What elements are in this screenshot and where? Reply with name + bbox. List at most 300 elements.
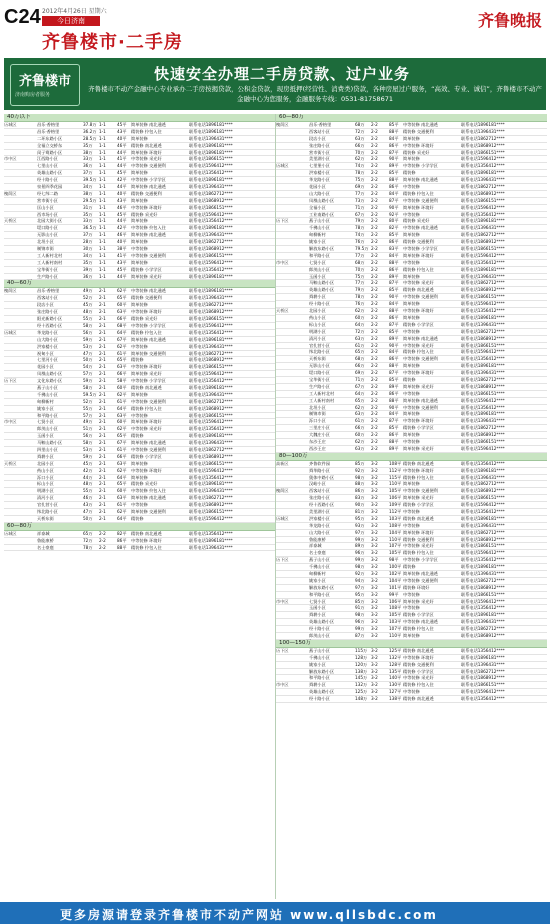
listing-community: 西客站小区	[309, 488, 330, 494]
listing-price: 50万	[83, 515, 93, 521]
listing-contact: 联系电话1356412****	[461, 647, 505, 653]
listing-price: 132万	[355, 682, 368, 688]
listing-price: 69万	[355, 370, 365, 376]
listing-description: 精装修 南北通透	[131, 530, 162, 536]
listing-layout: 2-1	[99, 329, 106, 335]
listing-layout: 2-2	[371, 404, 378, 410]
listing-district: 槐荫区	[276, 488, 289, 494]
listing-community: 七里山小区	[37, 163, 58, 169]
listing-description: 精装修 小学学区	[403, 668, 434, 674]
listing-row	[276, 516, 547, 523]
listing-price: 62万	[355, 308, 365, 314]
listing-layout: 1-1	[99, 170, 106, 176]
listing-row	[4, 495, 275, 502]
listing-description: 精装修 南北通透	[403, 287, 434, 293]
listing-layout: 2-2	[371, 184, 378, 190]
listing-layout: 3-2	[371, 619, 378, 625]
listing-community: 解放东路小区	[309, 584, 335, 590]
listing-contact: 联系电话1396431****	[189, 391, 233, 397]
listing-district	[276, 363, 309, 369]
listing-description: 简单装修	[131, 135, 148, 141]
listing-price: 34万	[83, 184, 93, 190]
listing-district	[4, 481, 37, 487]
listing-price: 34万	[83, 252, 93, 258]
listing-row	[276, 370, 547, 377]
listing-contact: 联系电话1596412****	[461, 502, 505, 508]
listing-district	[276, 232, 309, 238]
listing-layout: 1-1	[99, 163, 106, 169]
listing-area: 83平	[389, 246, 399, 252]
listing-area: 87平	[389, 321, 399, 327]
listing-area: 109平	[389, 502, 402, 508]
listing-row	[276, 675, 547, 682]
listing-community: 舜耕小区	[309, 682, 326, 688]
listing-price: 88万	[355, 481, 365, 487]
listing-description: 精装修 拎包入住	[131, 329, 162, 335]
listing-row	[4, 191, 275, 198]
listing-area: 44平	[117, 184, 127, 190]
listing-community: 纬北路小区	[37, 508, 58, 514]
listing-price: 68万	[355, 122, 365, 127]
listing-community: 清河小区	[309, 335, 326, 341]
listing-contact: 联系电话1896181****	[189, 177, 233, 183]
listing-district: 历城区	[4, 122, 17, 127]
listing-row	[4, 295, 275, 302]
listing-price: 38万	[83, 149, 93, 155]
listing-price: 85万	[355, 598, 365, 604]
price-group-header: 40万以下	[4, 114, 275, 122]
listing-area: 86平	[389, 239, 399, 245]
listing-area: 87平	[389, 197, 399, 203]
listing-layout: 2-1	[99, 302, 106, 308]
listing-district	[4, 488, 37, 494]
listing-district	[4, 538, 37, 544]
listing-layout: 2-2	[371, 314, 378, 320]
listing-price: 51万	[83, 426, 93, 432]
listing-row	[276, 377, 547, 384]
listing-community: 齐鲁软件园	[309, 460, 330, 466]
listing-district	[4, 495, 37, 501]
listing-price: 78万	[355, 170, 365, 176]
listing-row	[4, 150, 275, 157]
listing-layout: 2-2	[371, 432, 378, 438]
listing-price: 65万	[355, 397, 365, 403]
listing-row	[4, 337, 275, 344]
listing-row	[276, 232, 547, 239]
listing-row	[4, 143, 275, 150]
listing-row	[276, 329, 547, 336]
listing-area: 64平	[117, 329, 127, 335]
listing-price: 98万	[355, 612, 365, 618]
listing-layout: 3-2	[371, 488, 378, 494]
listing-community: 经十路小区	[309, 301, 330, 307]
listing-area: 44平	[117, 163, 127, 169]
listing-community: 玉函小区	[309, 273, 326, 279]
listing-area: 65平	[117, 433, 127, 439]
listing-district	[4, 364, 37, 370]
listing-district	[276, 315, 309, 321]
listing-district	[4, 509, 37, 515]
listing-row	[276, 578, 547, 585]
listing-area: 130平	[389, 682, 402, 688]
listing-area: 41平	[117, 156, 127, 162]
listing-description: 中等装修 交通便利	[403, 356, 438, 362]
listing-area: 43平	[117, 128, 127, 134]
listing-price: 37万	[83, 232, 93, 238]
listing-district	[276, 669, 309, 675]
listing-district	[276, 655, 309, 661]
listing-row	[276, 274, 547, 281]
listing-community: 全福立交桥东	[37, 142, 63, 148]
listing-area: 62平	[117, 467, 127, 473]
listing-area: 40平	[117, 239, 127, 245]
listing-row	[4, 316, 275, 323]
listing-layout: 2-2	[371, 445, 378, 451]
listing-community: 燕子山小区	[309, 218, 330, 224]
price-group-header: 100—150万	[276, 640, 547, 648]
listing-area: 64平	[117, 474, 127, 480]
listing-price: 67万	[355, 211, 365, 217]
listing-area: 110平	[389, 536, 402, 542]
listing-layout: 3-2	[371, 557, 378, 563]
listing-row	[4, 253, 275, 260]
listing-community: 和平路小区	[309, 252, 330, 258]
listing-contact: 联系电话1396431****	[461, 474, 505, 480]
listing-layout: 2-2	[371, 204, 378, 210]
listing-description: 简单装修 环境好	[131, 419, 162, 425]
listing-row	[4, 170, 275, 177]
listing-price: 36.5万	[83, 225, 97, 231]
listing-price: 58万	[83, 322, 93, 328]
listing-contact: 联系电话1896181****	[461, 612, 505, 618]
listing-row	[276, 605, 547, 612]
listing-layout: 2-2	[371, 142, 378, 148]
listing-community: 昌乐·香格里	[37, 288, 60, 294]
listing-description: 中等装修 交通便利	[403, 577, 438, 583]
listing-description: 精装修 交通便利	[131, 295, 162, 301]
listing-price: 138万	[355, 668, 368, 674]
listing-district	[4, 253, 37, 259]
listing-row	[4, 288, 275, 295]
listing-description: 精装修 拎包入住	[131, 544, 162, 550]
listing-price: 76万	[355, 239, 365, 245]
listing-row	[276, 481, 547, 488]
listing-row	[4, 136, 275, 143]
listing-row	[276, 446, 547, 453]
listing-price: 62万	[355, 438, 365, 444]
price-group-header: 40—60万	[4, 280, 275, 288]
listing-district	[4, 454, 37, 460]
listing-district: 高新区	[276, 460, 289, 466]
listing-row	[276, 488, 547, 495]
listing-row	[276, 530, 547, 537]
listing-district	[276, 626, 309, 632]
listing-community: 经七纬二路	[37, 190, 58, 196]
listing-row	[276, 696, 547, 703]
listing-layout: 2-2	[371, 190, 378, 196]
listing-description: 中等装修 拎包入住	[131, 488, 166, 494]
listing-contact: 联系电话1866151****	[189, 364, 233, 370]
listing-contact: 联系电话1596412****	[461, 689, 505, 695]
listing-row	[276, 349, 547, 356]
listing-district	[276, 398, 309, 404]
listing-district: 槐荫区	[276, 122, 289, 127]
listing-contact: 联系电话1862712****	[461, 481, 505, 487]
listing-layout: 1-1	[99, 122, 106, 127]
listing-district	[276, 170, 309, 176]
listing-area: 45平	[117, 170, 127, 176]
listing-community: 经十路小区	[37, 177, 58, 183]
listing-district	[276, 246, 309, 252]
listing-description: 中等装修 环境好	[403, 142, 434, 148]
listing-row	[4, 239, 275, 246]
listing-layout: 2-2	[371, 321, 378, 327]
listing-area: 105平	[389, 612, 402, 618]
listing-row	[4, 440, 275, 447]
listing-contact: 联系电话1862712****	[461, 328, 505, 334]
listing-price: 125万	[355, 689, 368, 695]
listing-district	[276, 425, 309, 431]
listing-contact: 联系电话1862712****	[189, 302, 233, 308]
listing-contact: 联系电话1596412****	[461, 156, 505, 162]
listing-description: 简单装修 南北通透	[403, 571, 438, 576]
listing-description: 简单装修	[403, 301, 420, 307]
listing-community: 天桥东街	[37, 515, 54, 521]
listing-row	[276, 669, 547, 676]
listing-row	[276, 239, 547, 246]
listing-price: 36.2万	[83, 128, 97, 134]
listing-description: 中等装修 交通便利	[131, 252, 166, 258]
listing-area: 63平	[117, 309, 127, 315]
listing-contact: 联系电话1396431****	[461, 321, 505, 327]
listing-price: 148万	[355, 696, 368, 702]
listing-district	[4, 302, 37, 308]
listing-layout: 3-2	[371, 689, 378, 695]
listing-price: 98万	[355, 474, 365, 480]
listing-description: 精装修	[131, 357, 144, 363]
listing-community: 天桥东街	[309, 356, 326, 362]
listing-district	[4, 143, 37, 149]
listing-layout: 2-1	[99, 419, 106, 425]
listing-layout: 2-1	[99, 467, 106, 473]
listing-row	[276, 626, 547, 633]
listing-area: 60平	[117, 302, 127, 308]
listing-row	[276, 655, 547, 662]
listing-layout: 2-1	[99, 474, 106, 480]
listing-district: 天桥区	[4, 218, 17, 224]
listing-community: 玉函小区	[309, 605, 326, 611]
listing-description: 精装修 小学学区	[403, 612, 434, 618]
listing-description: 中等装修 交通便利	[131, 163, 166, 169]
listing-description: 中等装修 环境好	[403, 418, 434, 424]
listing-price: 71万	[355, 204, 365, 210]
listing-contact: 联系电话1356412****	[189, 218, 233, 224]
listing-layout: 2-1	[99, 343, 106, 349]
listing-price: 63万	[355, 335, 365, 341]
listing-row	[4, 129, 275, 136]
listing-price: 60万	[355, 314, 365, 320]
listing-description: 简单装修 南北通透	[131, 336, 166, 342]
listing-row	[4, 232, 275, 239]
listing-contact: 联系电话1896181****	[189, 225, 233, 231]
listing-area: 82平	[117, 530, 127, 536]
listing-contact: 联系电话1356412****	[461, 404, 505, 410]
listing-price: 46万	[83, 495, 93, 501]
listing-row	[4, 371, 275, 378]
listing-contact: 联系电话1356412****	[461, 163, 505, 169]
listing-description: 简单装修 环境好	[403, 252, 434, 258]
listing-row	[276, 177, 547, 184]
listing-row	[276, 523, 547, 530]
listing-contact: 联系电话1896181****	[189, 537, 233, 543]
listing-description: 精装修 采光好	[403, 149, 430, 155]
listing-contact: 联系电话1866151****	[461, 438, 505, 444]
listing-area: 43平	[117, 197, 127, 203]
listing-district	[276, 287, 309, 293]
qilu-realty-logo	[10, 64, 80, 106]
listing-contact: 联系电话1868912****	[189, 405, 233, 411]
listing-area: 38平	[117, 246, 127, 252]
listing-layout: 1-1	[99, 211, 106, 217]
listing-price: 42万	[83, 467, 93, 473]
listing-district	[4, 163, 37, 169]
listing-area: 62平	[117, 288, 127, 294]
listing-price: 71万	[355, 376, 365, 382]
listing-layout: 2-1	[99, 288, 106, 294]
listing-district	[276, 537, 309, 543]
listing-area: 66平	[117, 371, 127, 377]
listing-price: 48万	[83, 481, 93, 487]
listing-area: 99平	[389, 591, 399, 597]
listing-district	[276, 578, 309, 584]
listing-community: 名士豪庭	[37, 544, 54, 550]
listing-layout: 3-2	[371, 598, 378, 604]
listing-area: 61平	[117, 350, 127, 356]
listing-district	[276, 370, 309, 376]
listing-contact: 联系电话1862712****	[461, 232, 505, 238]
listing-contact: 联系电话1866151****	[461, 682, 505, 688]
listing-description: 中等装修	[131, 246, 148, 252]
listing-contact: 联系电话1596412****	[189, 371, 233, 377]
listing-row	[4, 454, 275, 461]
price-group-header: 80—100万	[276, 453, 547, 461]
listing-community: 大魏庄小区	[309, 432, 330, 438]
listing-area: 89平	[389, 445, 399, 451]
listing-community: 花园小区	[37, 364, 54, 370]
listing-row	[276, 509, 547, 516]
listing-contact: 联系电话1868912****	[461, 287, 505, 293]
listing-layout: 1-1	[99, 232, 106, 238]
listing-area: 85平	[389, 376, 399, 382]
listing-contact: 联系电话1396431****	[189, 488, 233, 494]
banner-description: 齐鲁楼市不动产金融中心专业承办二手房按揭贷款，公积金贷款，现房抵押(经营性、消费类)贷款，各种房屋过户服务，“高效、专业、诚信”，齐鲁楼市不动产金融中心为您服务，金融服务专线：0531-81758671	[88, 85, 542, 103]
listing-district	[4, 357, 37, 363]
listing-description: 中等装修	[403, 438, 420, 444]
listing-community: 名士豪庭	[309, 550, 326, 556]
listing-district	[276, 253, 309, 259]
listing-district	[276, 156, 309, 162]
listing-area: 61平	[117, 398, 127, 404]
listing-description: 精装修 小学学区	[403, 321, 434, 327]
listing-contact: 联系电话1896181****	[189, 433, 233, 439]
listing-contact: 联系电话1396431****	[189, 135, 233, 141]
listing-contact: 联系电话1356412****	[461, 557, 505, 563]
listing-district	[276, 177, 309, 183]
listing-area: 85平	[389, 170, 399, 176]
listing-description: 中等装修 小学学区	[403, 246, 438, 252]
listing-area: 66平	[117, 453, 127, 459]
listing-area: 108平	[389, 522, 402, 528]
listing-area: 88平	[389, 308, 399, 314]
listing-area: 107平	[389, 626, 402, 632]
listing-area: 115平	[389, 474, 402, 480]
listing-price: 59万	[83, 453, 93, 459]
listing-row	[276, 246, 547, 253]
listing-row	[4, 330, 275, 337]
listing-description: 精装修 拎包入住	[403, 550, 434, 556]
listing-row	[276, 425, 547, 432]
listing-contact: 联系电话1356412****	[189, 474, 233, 480]
listing-contact: 联系电话1896181****	[461, 266, 505, 272]
listing-layout: 1-1	[99, 177, 106, 183]
listing-contact: 联系电话1396431****	[189, 184, 233, 190]
listing-area: 101平	[389, 584, 402, 590]
listing-contact: 联系电话1596412****	[189, 467, 233, 473]
listing-description: 中等装修 环境好	[403, 370, 434, 376]
listing-description: 中等装修 小学学区	[131, 378, 166, 384]
listing-community: 官扎营小区	[37, 502, 58, 508]
listing-row	[4, 274, 275, 281]
listing-row	[4, 468, 275, 475]
listing-district	[276, 198, 309, 204]
listing-district: 历城区	[276, 515, 289, 521]
listing-contact: 联系电话1862712****	[461, 668, 505, 674]
listing-district: 槐荫区	[4, 288, 17, 294]
listing-area: 86平	[389, 432, 399, 438]
listing-layout: 1-1	[99, 184, 106, 190]
listing-layout: 2-1	[99, 378, 106, 384]
listing-contact: 联系电话1866151****	[189, 508, 233, 514]
listing-description: 中等装修	[403, 211, 420, 217]
listing-community: 官扎营小区	[309, 342, 330, 348]
listing-price: 70万	[355, 149, 365, 155]
listing-row	[4, 302, 275, 309]
listing-row	[4, 538, 275, 545]
listing-row	[4, 516, 275, 523]
listing-layout: 3-2	[371, 502, 378, 508]
listing-contact: 联系电话1596412****	[189, 515, 233, 521]
listing-layout: 3-2	[371, 626, 378, 632]
listing-row	[4, 509, 275, 516]
listing-community: 药山小区	[309, 314, 326, 320]
listing-price: 52万	[83, 295, 93, 301]
listing-price: 35万	[83, 211, 93, 217]
listing-row	[276, 405, 547, 412]
listing-description: 精装修 采光好	[403, 218, 430, 224]
listing-layout: 1-1	[99, 239, 106, 245]
listing-row	[276, 537, 547, 544]
listing-description: 简单装修	[403, 273, 420, 279]
listing-area: 62平	[117, 508, 127, 514]
listing-area: 86平	[389, 266, 399, 272]
listing-contact: 联系电话1596412****	[461, 204, 505, 210]
listing-contact: 联系电话1868912****	[461, 335, 505, 341]
listing-contact: 联系电话1862712****	[189, 350, 233, 356]
listing-price: 95万	[355, 515, 365, 521]
listing-contact: 联系电话1596412****	[461, 445, 505, 451]
listing-district	[276, 662, 309, 668]
listing-area: 44平	[117, 149, 127, 155]
